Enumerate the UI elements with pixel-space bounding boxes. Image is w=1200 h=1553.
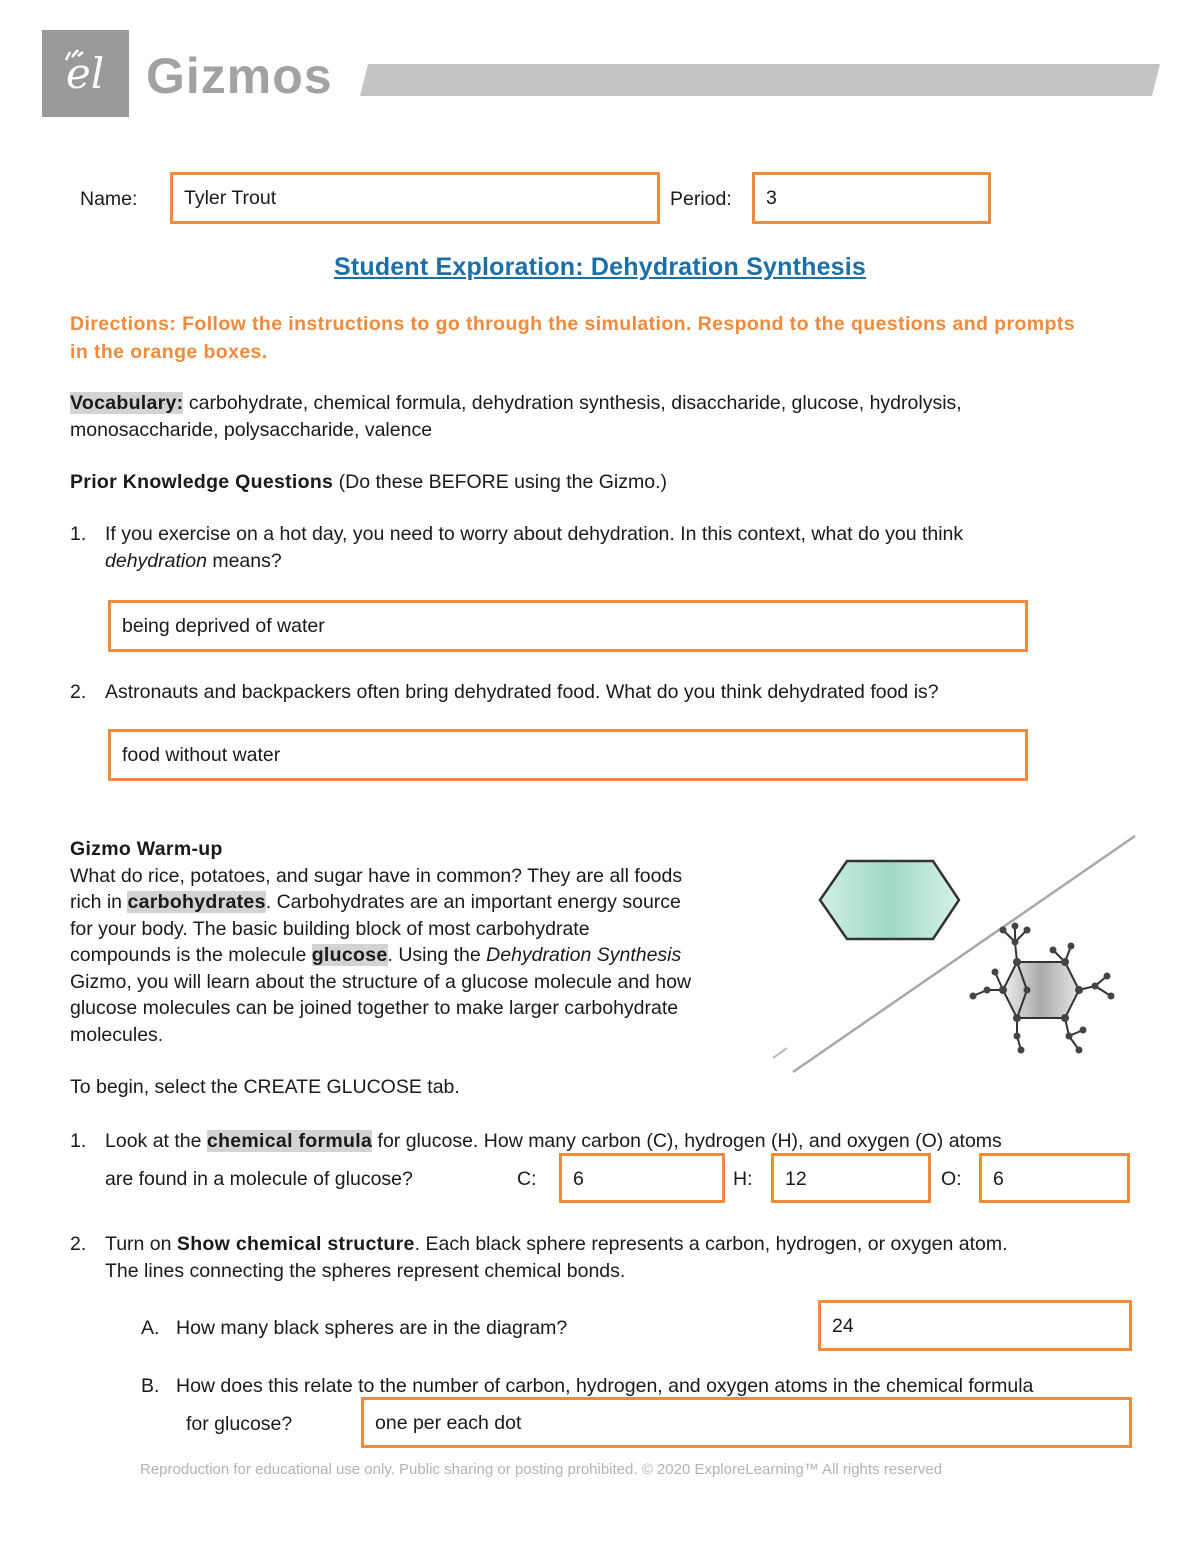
q1-carbon-answer[interactable]: 6 (559, 1153, 725, 1203)
warmup-line6: glucose molecules can be joined together to make larger carbohydrate (70, 997, 679, 1019)
q2b-text2: for glucose? (186, 1413, 293, 1435)
q2a-answer-box[interactable]: 24 (818, 1300, 1132, 1351)
warmup-line4a: compounds is the molecule (70, 944, 312, 966)
warmup-heading: Gizmo Warm-up (70, 838, 223, 860)
prior-heading-text: Prior Knowledge Questions (70, 471, 334, 493)
vocabulary-line1: carbohydrate, chemical formula, dehydration synthesis, disaccharide, glucose, hydrolysis, (183, 392, 962, 414)
q1-h-label: H: (733, 1168, 753, 1190)
prior-q2-answer-box[interactable]: food without water (108, 729, 1028, 781)
q2a-text: How many black spheres are in the diagram? (176, 1317, 568, 1339)
q1-line2: are found in a molecule of glucose? (105, 1168, 413, 1190)
warmup-gizmo-name: Dehydration Synthesis (486, 944, 682, 966)
q1-line1 (105, 1128, 1155, 1155)
vocabulary-line2: monosaccharide, polysaccharide, valence (70, 418, 433, 441)
q1-oxygen-answer[interactable]: 6 (979, 1153, 1130, 1203)
name-field[interactable]: Tyler Trout (170, 172, 660, 224)
warmup-line3: for your body. The basic building block of most carbohydrate (70, 917, 590, 940)
vocab-glucose: glucose (311, 944, 388, 966)
q2a-label: A. (141, 1317, 160, 1339)
prior-q1-text (105, 521, 1125, 574)
prior-q1-line2: means? (206, 549, 282, 572)
q2-line1c: . Each black sphere represents a carbon, hydrogen, or oxygen atom. (414, 1233, 1008, 1255)
warmup-line1: What do rice, potatoes, and sugar have in common? They are all foods (70, 864, 683, 887)
prior-q1-emphasis: dehydration (105, 549, 207, 572)
svg-text:el: el (65, 49, 105, 98)
warmup-begin: To begin, select the CREATE GLUCOSE tab. (70, 1076, 460, 1098)
q2b-answer-box[interactable]: one per each dot (361, 1397, 1132, 1448)
warmup-line4c: . Using the (387, 944, 487, 966)
q1-line1c: for glucose. How many carbon (C), hydrogen (H), and oxygen (O) atoms (372, 1130, 1002, 1152)
header-bar (360, 64, 1160, 96)
brand-name: Gizmos (146, 48, 333, 104)
prior-q2-number: 2. (70, 681, 87, 703)
prior-knowledge-heading (70, 469, 667, 496)
directions-text: Directions: Follow the instructions to go through the simulation. Respond to the questions and prompts in the orange boxes. (70, 313, 1075, 363)
period-label: Period: (670, 188, 732, 210)
vocabulary-label: Vocabulary: (70, 392, 184, 414)
q2b-text: How does this relate to the number of carbon, hydrogen, and oxygen atoms in the chemical formula (176, 1375, 1034, 1397)
warmup-line2a: rich in (70, 891, 128, 913)
warmup-line2c: . Carbohydrates are an important energy source (265, 891, 681, 913)
q1-number: 1. (70, 1130, 87, 1152)
warmup-line5: Gizmo, you will learn about the structure of a glucose molecule and how (70, 970, 692, 993)
q1-c-label: C: (517, 1168, 537, 1190)
vocabulary-block (70, 390, 1130, 443)
q2-number: 2. (70, 1233, 87, 1255)
prior-heading-note: (Do these BEFORE using the Gizmo.) (333, 471, 667, 493)
footer-copyright: Reproduction for educational use only. Public sharing or posting prohibited. © 2020 ExploreLearning™ All rights reserved (140, 1461, 943, 1478)
glucose-shape-hexagon (820, 861, 959, 939)
warmup-line7: molecules. (70, 1023, 164, 1046)
el-logo-icon (42, 30, 129, 117)
name-label: Name: (80, 188, 138, 210)
page-title: Student Exploration: Dehydration Synthesis (333, 253, 867, 281)
prior-q2-text: Astronauts and backpackers often bring dehydrated food. What do you think dehydrated food is? (105, 681, 939, 703)
q2b-label: B. (141, 1375, 160, 1397)
prior-q1-number: 1. (70, 523, 87, 545)
glucose-illustration (765, 830, 1145, 1080)
q1-hydrogen-answer[interactable]: 12 (771, 1153, 931, 1203)
explorelearning-logo (42, 30, 129, 117)
q2-line2: The lines connecting the spheres represent chemical bonds. (105, 1259, 626, 1282)
prior-q1-line1: If you exercise on a hot day, you need to worry about dehydration. In this context, what do you think (105, 523, 964, 545)
vocab-chemical-formula: chemical formula (206, 1130, 373, 1152)
prior-q1-answer-box[interactable]: being deprived of water (108, 600, 1028, 652)
q2-line1a: Turn on (105, 1233, 177, 1255)
warmup-block (70, 836, 770, 1048)
q1-line1a: Look at the (105, 1130, 207, 1152)
q2-show-structure: Show chemical structure (176, 1233, 415, 1255)
period-field[interactable]: 3 (752, 172, 991, 224)
q2-text (105, 1231, 1155, 1284)
q1-o-label: O: (941, 1168, 962, 1190)
glucose-chemical-structure (973, 926, 1111, 1050)
vocab-carbohydrates: carbohydrates (127, 891, 266, 913)
